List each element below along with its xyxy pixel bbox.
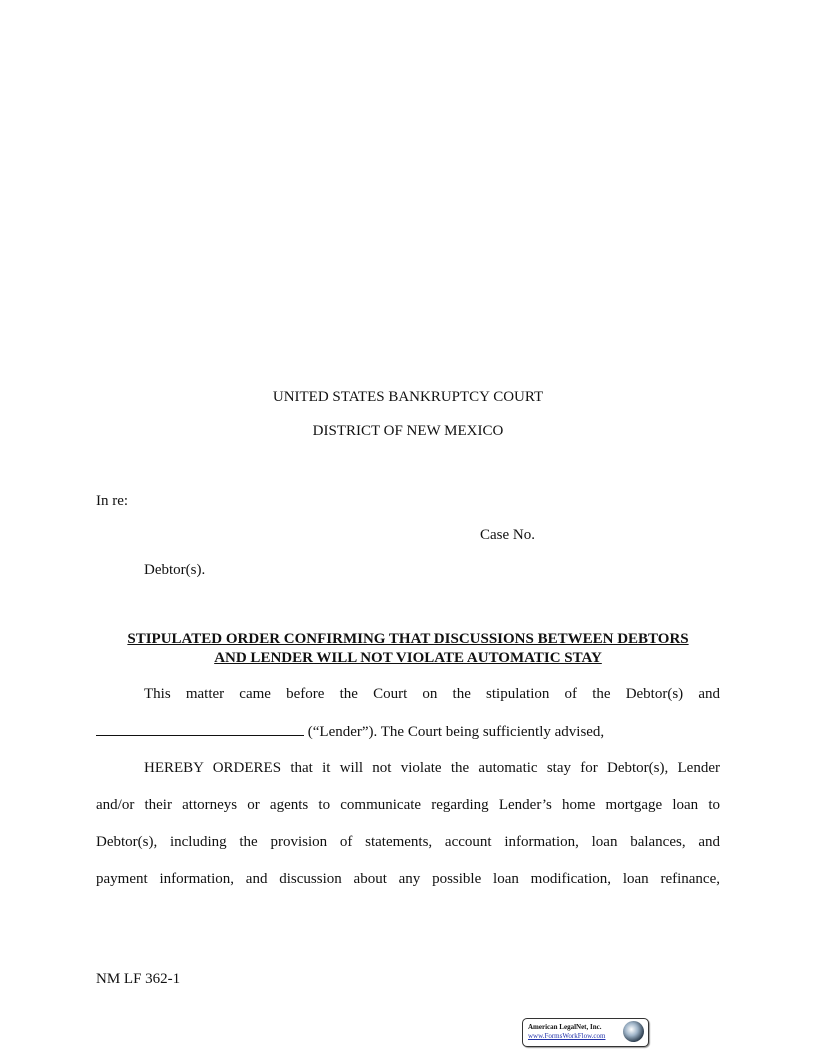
paragraph-2-line-3: Debtor(s), including the provision of statements, account information, loan balances, and [96,834,720,850]
paragraph-2-line-2: and/or their attorneys or agents to communicate regarding Lender’s home mortgage loan to [96,797,720,813]
debtor-label: Debtor(s). [144,562,206,578]
lender-definition-text: (“Lender”). The Court being sufficiently advised, [304,724,605,740]
paragraph-1-line-1: This matter came before the Court on the stipulation of the Debtor(s) and [144,686,720,702]
logo-url-link[interactable]: www.FormsWorkFlow.com [528,1032,606,1040]
paragraph-1-line-2 [96,721,604,741]
paragraph-2-line-1: HEREBY ORDERES that it will not violate the automatic stay for Debtor(s), Lender [144,760,720,776]
logo-company-name: American LegalNet, Inc. [528,1023,602,1031]
court-district: DISTRICT OF NEW MEXICO [312,423,504,439]
form-id-footer: NM LF 362-1 [96,971,181,987]
american-legalnet-logo[interactable] [522,1018,649,1047]
globe-icon [623,1021,644,1042]
order-title-line-1: STIPULATED ORDER CONFIRMING THAT DISCUSSIONS BETWEEN DEBTORS [127,631,689,647]
lender-name-blank[interactable] [96,721,304,736]
in-re-label: In re: [96,493,129,509]
paragraph-2-line-4: payment information, and discussion about any possible loan modification, loan refinance, [96,871,720,887]
order-title-line-2: AND LENDER WILL NOT VIOLATE AUTOMATIC STAY [214,650,602,666]
court-name: UNITED STATES BANKRUPTCY COURT [272,389,544,405]
case-number-label: Case No. [480,527,535,543]
